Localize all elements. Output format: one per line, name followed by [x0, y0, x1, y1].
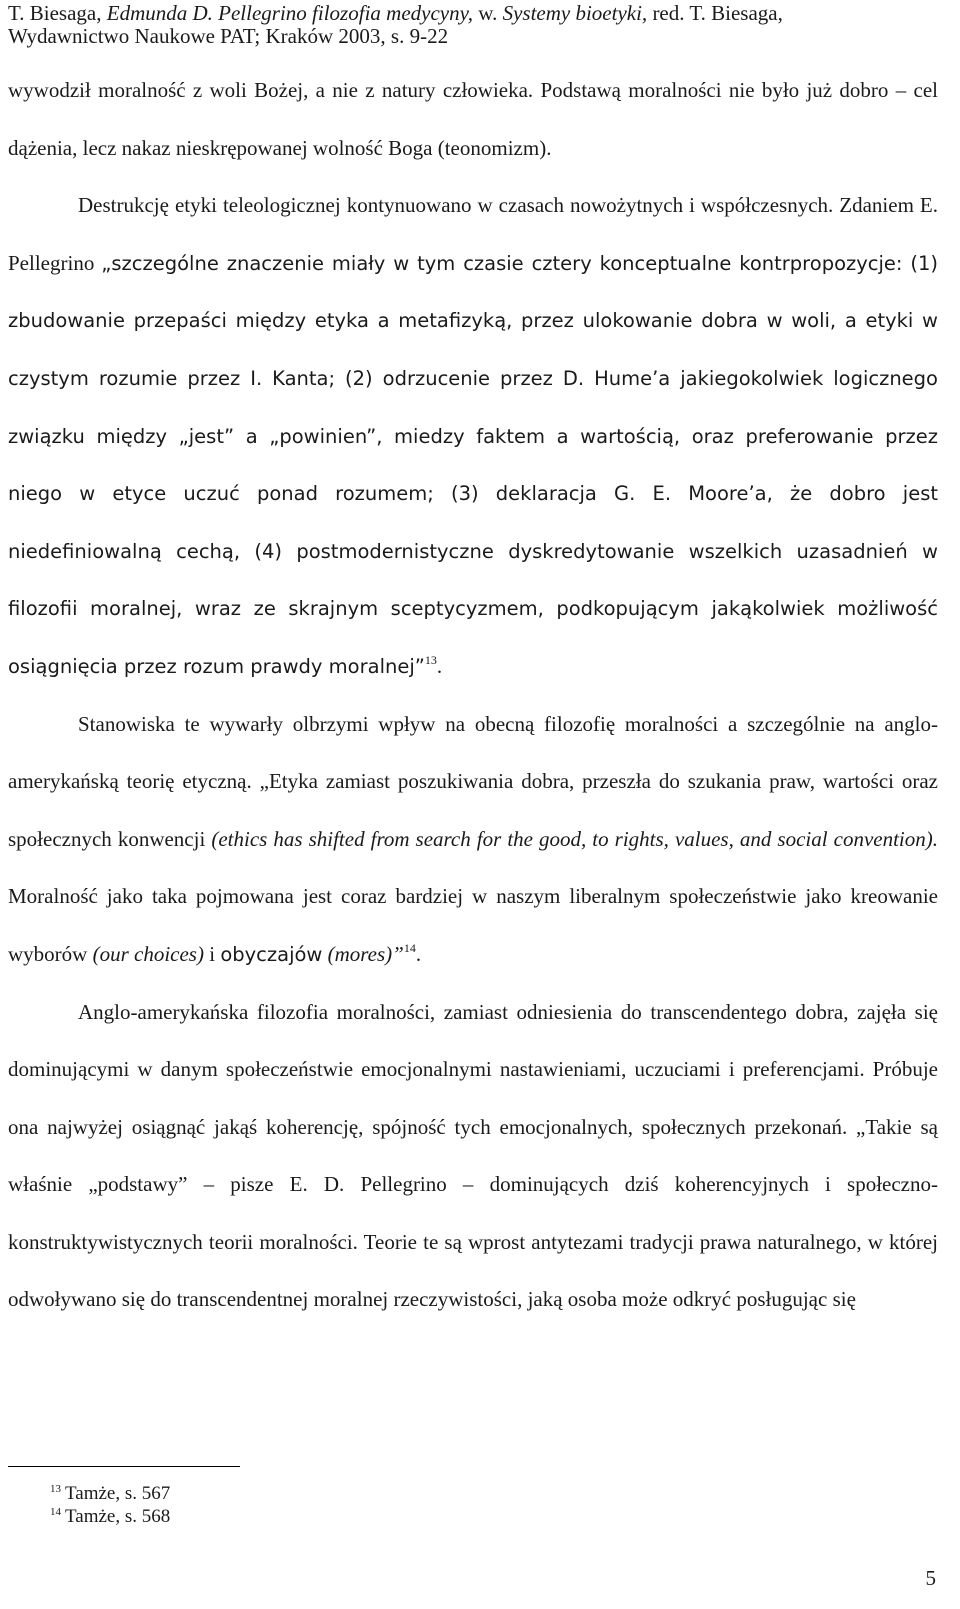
paragraph-3-text-c: i: [209, 941, 216, 966]
page-number: 5: [925, 1566, 936, 1590]
paragraph-3-text-a: Stanowiska te wywarły olbrzymi wpływ na obecną filozofię moralności a szczególnie na anglo-amerykańską teorię etyczną. „Etyka zamiast poszukiwania dobra, przeszła do szukania praw, wartości oraz społecznych konwencji: [8, 711, 938, 851]
footnote-13: [50, 1483, 170, 1506]
header-line-2: Wydawnictwo Naukowe PAT; Kraków 2003, s. 9-22: [8, 24, 449, 48]
paragraph-2-quote: „szczególne znaczenie miały w tym czasie cztery konceptualne kontrpropozycje: (1) zbudowanie przepaści między etyka a metafizyką, przez ulokowanie dobra w woli, a etyki w czystym rozumie przez I. Kanta; (2) odrzucenie przez D. Hume’a jakiegokolwiek logicznego związku między „jest” a „powinien”, miedzy faktem a wartością, oraz preferowanie przez niego w etyce uczuć ponad rozumem; (3) deklaracja G. E. Moore’a, że dobro jest niedefiniowalną cechą, (4) postmodernistyczne dyskredytowanie wszelkich uzasadnień w filozofii moralnej, wraz ze skrajnym sceptycyzmem, podkopującym jakąkolwiek możliwość osiągnięcia przez rozum prawdy moralnej”: [8, 251, 939, 678]
paragraph-3-italic-1: (ethics has shifted from search for the good, to rights, values, and social convention).: [211, 826, 938, 851]
paragraph-2-intro: Destrukcję etyki teleologicznej kontynuowano w czasach nowożytnych i współczesnych. Zdaniem E. Pellegrino: [8, 193, 938, 275]
header-author: T. Biesaga,: [8, 1, 102, 25]
paragraph-2: [8, 177, 938, 695]
footnote-ref-13[interactable]: 13: [424, 652, 437, 667]
body-text: [8, 62, 938, 1329]
paragraph-3-end: .: [415, 941, 422, 966]
paragraph-1-text: wywodził moralność z woli Bożej, a nie z natury człowieka. Podstawą moralności nie było już dobro – cel dążenia, lecz nakaz nieskrępowanej wolność Boga (teonomizm).: [8, 78, 938, 160]
header-line-1: [8, 2, 948, 25]
footnote-14: [50, 1506, 170, 1529]
header-editor: red. T. Biesaga,: [652, 1, 783, 25]
footnote-separator: [8, 1466, 240, 1467]
paragraph-2-end: .: [436, 653, 443, 678]
header-in: w.: [478, 1, 498, 25]
paragraph-3-text-b: Moralność jako taka pojmowana jest coraz bardziej w naszym liberalnym społeczeństwie jako kreowanie wyborów: [8, 884, 938, 966]
header-volume: Systemy bioetyki,: [502, 1, 648, 25]
paragraph-4-text: Anglo-amerykańska filozofia moralności, zamiast odniesienia do transcendentego dobra, zajęła się dominującymi w danym społeczeństwie emocjonalnymi nastawieniami, uczuciami i preferencjami. Próbuje ona najwyżej osiągnąć jakąś koherencję, spójność tych emocjonalnych, społecznych przekonań. „Takie są właśnie „podstawy” – pisze E. D. Pellegrino – dominujących dziś koherencyjnych i społeczno-konstruktywistycznych teorii moralności. Teorie te są wprost antytezami tradycji prawa naturalnego, w której odwoływano się do transcendentnej moralnej rzeczywistości, jaką osoba może odkryć posługując się: [8, 999, 938, 1312]
paragraph-1: [8, 62, 938, 177]
footnote-number: 14: [50, 1505, 61, 1518]
paragraph-3-italic-2: (our choices): [92, 941, 204, 966]
paragraph-4: [8, 984, 938, 1330]
running-header: [8, 2, 948, 48]
header-title: Edmunda D. Pellegrino filozofia medycyny,: [106, 1, 474, 25]
footnotes: [50, 1483, 170, 1528]
footnote-ref-14[interactable]: 14: [403, 940, 416, 955]
paragraph-3: [8, 696, 938, 984]
paragraph-3-italic-3: (mores)”: [327, 941, 404, 966]
footnote-number: 13: [50, 1483, 61, 1495]
paragraph-3-text-d: obyczajów: [220, 942, 323, 966]
footnote-text: Tamże, s. 568: [65, 1505, 171, 1527]
footnote-text: Tamże, s. 567: [65, 1483, 171, 1504]
